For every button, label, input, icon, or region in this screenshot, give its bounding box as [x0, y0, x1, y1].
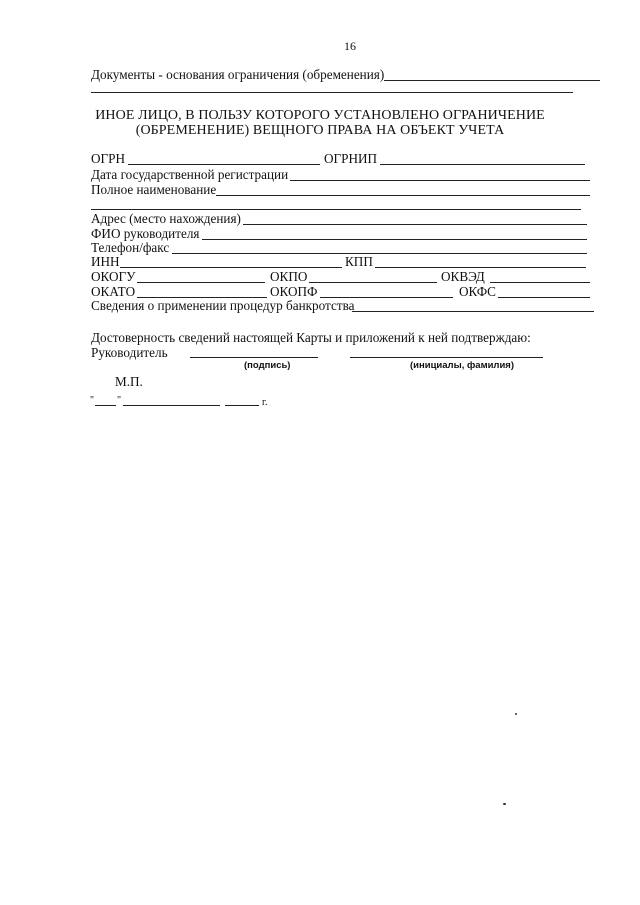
reg-date-label: Дата государственной регистрации — [91, 167, 289, 182]
bankruptcy-line[interactable] — [352, 311, 594, 312]
inn-label: ИНН — [91, 254, 120, 269]
basis-documents-label: Документы - основания ограничения (обременения) — [91, 67, 385, 82]
okopf-label: ОКОПФ — [270, 284, 318, 299]
ogrnip-line[interactable] — [380, 164, 585, 165]
head-fio-label: ФИО руководителя — [91, 226, 200, 241]
page-number: 16 — [344, 39, 356, 53]
scan-speck — [515, 713, 517, 715]
kpp-line[interactable] — [375, 267, 586, 268]
okogu-label: ОКОГУ — [91, 269, 136, 284]
okfs-label: ОКФС — [459, 284, 496, 299]
okved-line[interactable] — [490, 282, 590, 283]
full-name-line[interactable] — [216, 195, 590, 196]
basis-documents-line-2[interactable] — [91, 92, 573, 93]
stamp-label: М.П. — [115, 374, 143, 389]
date-day-line[interactable] — [95, 405, 116, 406]
okfs-line[interactable] — [498, 297, 590, 298]
ogrn-line[interactable] — [128, 164, 320, 165]
okpo-label: ОКПО — [270, 269, 308, 284]
okved-label: ОКВЭД — [441, 269, 485, 284]
signature-caption: (подпись) — [244, 360, 291, 371]
section-title-line-1: ИНОЕ ЛИЦО, В ПОЛЬЗУ КОТОРОГО УСТАНОВЛЕНО ОГРАНИЧЕНИЕ — [95, 108, 545, 123]
initials-caption: (инициалы, фамилия) — [410, 360, 515, 371]
address-line[interactable] — [243, 224, 587, 225]
date-year-line[interactable] — [225, 405, 259, 406]
date-quote-close: " — [117, 395, 122, 406]
kpp-label: КПП — [345, 254, 373, 269]
head-label: Руководитель — [91, 345, 168, 360]
initials-line[interactable] — [350, 357, 543, 358]
year-suffix: г. — [262, 397, 268, 408]
okogu-line[interactable] — [137, 282, 265, 283]
reg-date-line[interactable] — [290, 180, 590, 181]
okato-label: ОКАТО — [91, 284, 136, 299]
okpo-line[interactable] — [309, 282, 437, 283]
address-label: Адрес (место нахождения) — [91, 211, 241, 226]
attestation-statement: Достоверность сведений настоящей Карты и приложений к ней подтверждаю: — [91, 330, 531, 345]
signature-line[interactable] — [190, 357, 318, 358]
phone-line[interactable] — [172, 253, 587, 254]
full-name-line-2[interactable] — [91, 209, 581, 210]
full-name-label: Полное наименование — [91, 182, 217, 197]
inn-line[interactable] — [120, 267, 342, 268]
head-fio-line[interactable] — [202, 239, 587, 240]
date-month-line[interactable] — [123, 405, 220, 406]
basis-documents-line[interactable] — [384, 80, 600, 81]
ogrn-label: ОГРН — [91, 151, 126, 166]
scan-speck — [503, 803, 506, 805]
ogrnip-label: ОГРНИП — [324, 151, 378, 166]
phone-label: Телефон/факс — [91, 240, 170, 255]
date-quote-open: " — [90, 395, 95, 406]
bankruptcy-label: Сведения о применении процедур банкротства — [91, 298, 355, 313]
section-title-line-2: (ОБРЕМЕНЕНИЕ) ВЕЩНОГО ПРАВА НА ОБЪЕКТ УЧЕТА — [135, 123, 505, 138]
